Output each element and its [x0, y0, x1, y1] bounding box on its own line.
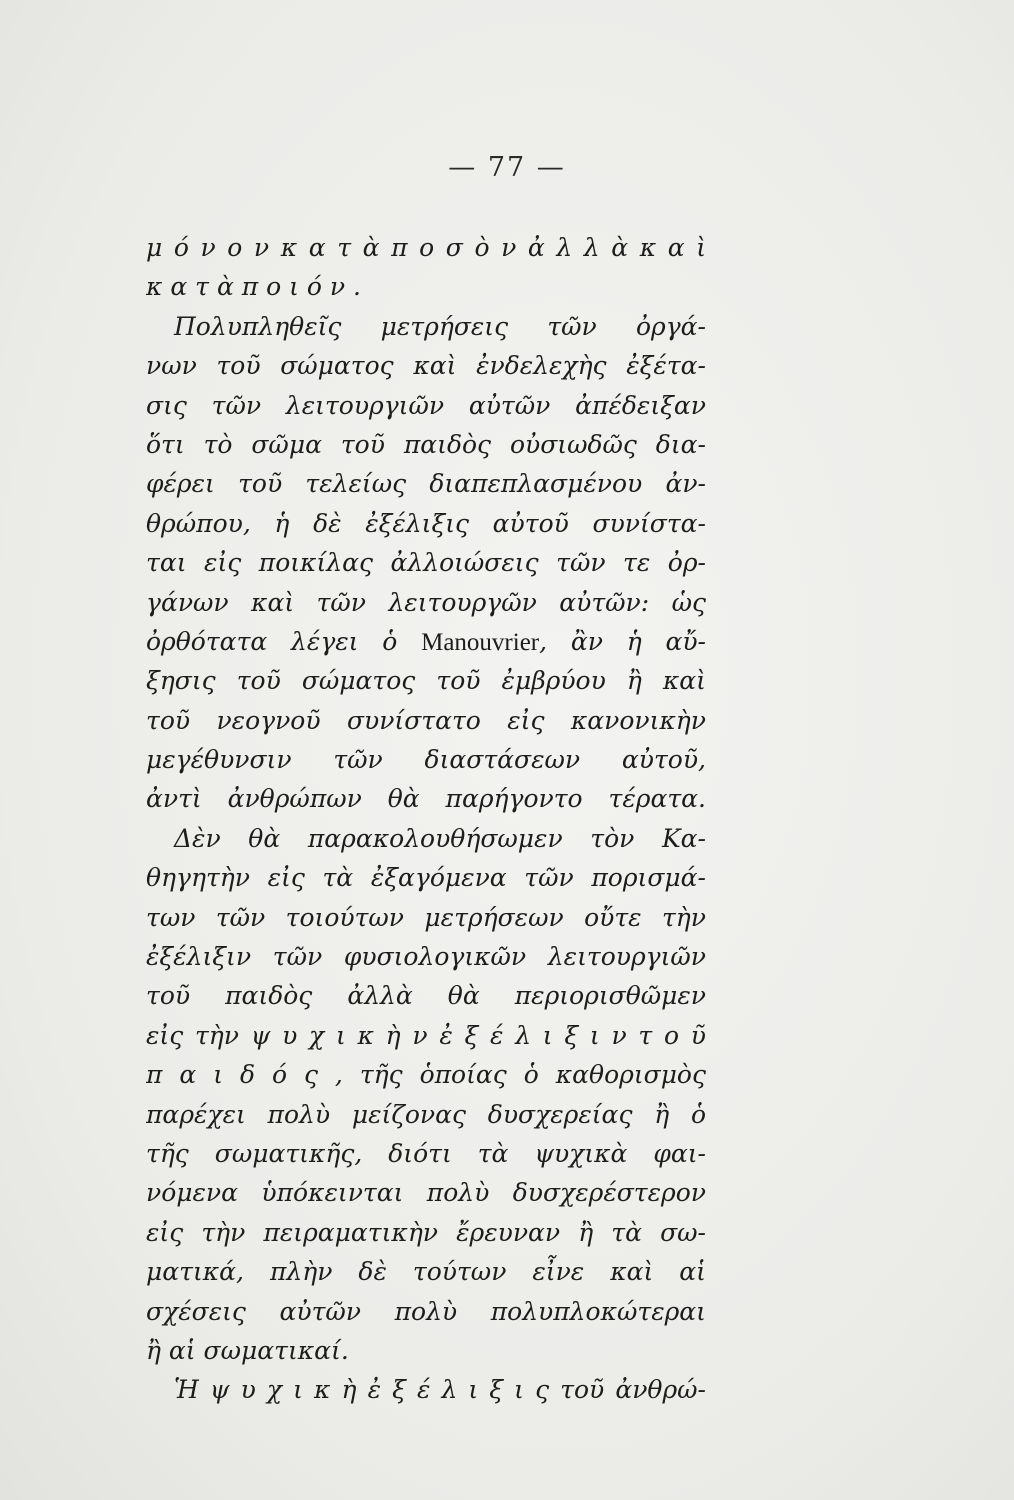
text-line: εἰς τὴν πειραματικὴν ἔρευναν ἢ τὰ σω-: [146, 1217, 706, 1247]
author-name: Manouvrier: [421, 628, 540, 656]
body-text: [146, 228, 706, 1410]
text-line: ἐξέλιξιν τῶν φυσιολογικῶν λειτουργιῶν: [146, 942, 706, 972]
text-line: εἰς τὴν ψ υ χ ι κ ὴ ν ἐ ξ έ λ ι ξ ι ν τ ο ῦ: [146, 1020, 706, 1050]
text-line: μ ό ν ο ν κ α τ ὰ π ο σ ὸ ν ἀ λ λ ὰ κ α ὶ: [146, 233, 706, 262]
text-line: ξησις τοῦ σώματος τοῦ ἐμβρύου ἢ καὶ: [146, 666, 706, 696]
text-line: παρέχει πολὺ μείζονας δυσχερείας ἢ ὁ: [146, 1099, 706, 1129]
text-line: φέρει τοῦ τελείως διαπεπλασμένου ἀν-: [146, 469, 706, 499]
text-line: τῆς σωματικῆς, διότι τὰ ψυχικὰ φαι-: [146, 1138, 706, 1168]
text-line: Πολυπληθεῖς μετρήσεις τῶν ὀργά-: [174, 311, 706, 341]
text-line: ἀντὶ ἀνθρώπων θὰ παρήγοντο τέρατα.: [146, 784, 706, 814]
text-line: σις τῶν λειτουργιῶν αὐτῶν ἀπέδειξαν: [146, 390, 706, 420]
text-line: μεγέθυνσιν τῶν διαστάσεων αὐτοῦ,: [146, 745, 706, 775]
text-line: Δὲν θὰ παρακολουθήσωμεν τὸν Κα-: [174, 823, 706, 853]
text-line: γάνων καὶ τῶν λειτουργῶν αὐτῶν: ὡς: [146, 587, 706, 617]
text-line: κ α τ ὰ π ο ι ό ν .: [146, 272, 361, 302]
text-line: σχέσεις αὐτῶν πολὺ πολυπλοκώτεραι: [146, 1296, 706, 1326]
text-line: τοῦ νεογνοῦ συνίστατο εἰς κανονικὴν: [146, 705, 706, 735]
text-line: Ἡ ψ υ χ ι κ ὴ ἐ ξ έ λ ι ξ ι ς τοῦ ἀνθρώ-: [174, 1375, 706, 1405]
text-line: ὅτι τὸ σῶμα τοῦ παιδὸς οὐσιωδῶς δια-: [146, 429, 706, 459]
text-line: π α ι δ ό ς , τῆς ὁποίας ὁ καθορισμὸς: [146, 1060, 706, 1090]
text-line: ὀρθότατα λέγει ὁ Manouvrier, ἂν ἡ αὔ-: [146, 626, 706, 656]
text-line: νόμενα ὑπόκεινται πολὺ δυσχερέστερον: [146, 1178, 706, 1208]
text-line: θηγητὴν εἰς τὰ ἐξαγόμενα τῶν πορισμά-: [146, 863, 706, 893]
text-line: των τῶν τοιούτων μετρήσεων οὔτε τὴν: [146, 902, 706, 932]
text-line: ἢ αἱ σωματικαί.: [146, 1335, 349, 1365]
text-line: ται εἰς ποικίλας ἀλλοιώσεις τῶν τε ὀρ-: [146, 548, 706, 578]
text-line: θρώπου, ἡ δὲ ἐξέλιξις αὐτοῦ συνίστα-: [146, 508, 706, 538]
text-line: νων τοῦ σώματος καὶ ἐνδελεχὴς ἐξέτα-: [146, 351, 706, 381]
page-number: — 77 —: [448, 152, 566, 183]
text-line: τοῦ παιδὸς ἀλλὰ θὰ περιορισθῶμεν: [146, 981, 706, 1011]
text-line: ματικά, πλὴν δὲ τούτων εἶνε καὶ αἱ: [146, 1257, 706, 1287]
